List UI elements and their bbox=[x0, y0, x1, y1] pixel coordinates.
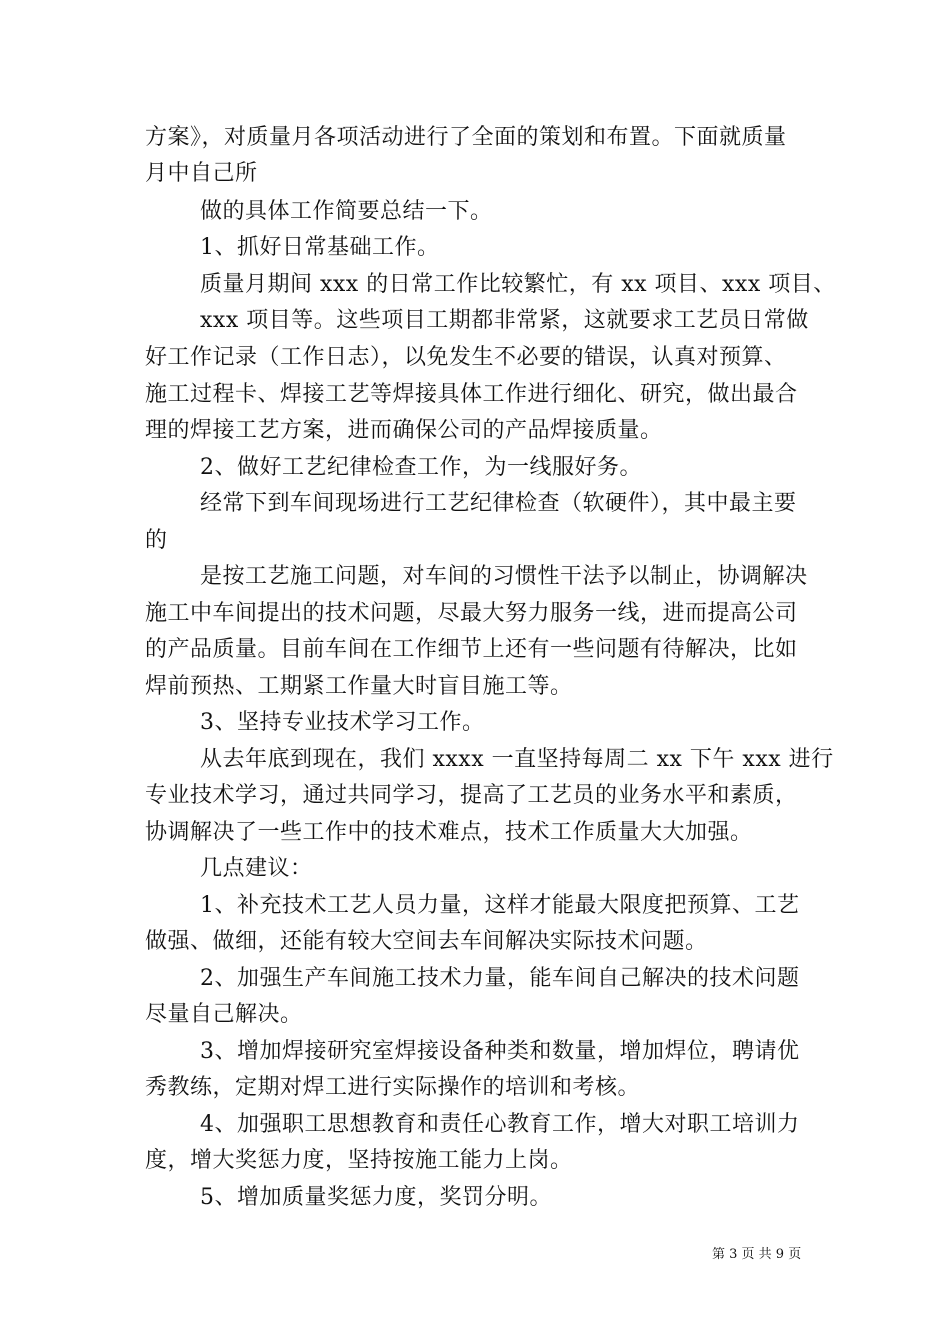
text-line: 度，增大奖惩力度，坚持按施工能力上岗。 bbox=[145, 1148, 573, 1173]
page-number: 第 3 页 共 9 页 bbox=[712, 1247, 802, 1262]
text-line: 2、加强生产车间施工技术力量，能车间自己解决的技术问题 bbox=[200, 966, 800, 991]
text-line: 方案》，对质量月各项活动进行了全面的策划和布置。下面就质量 bbox=[145, 125, 787, 150]
text-line: 好工作记录（工作日志），以免发生不必要的错误，认真对预算、 bbox=[145, 345, 787, 370]
text-line: 做的具体工作简要总结一下。 bbox=[200, 199, 493, 224]
text-line: 理的焊接工艺方案，进而确保公司的产品焊接质量。 bbox=[145, 418, 663, 443]
text-line: 施工过程卡、焊接工艺等焊接具体工作进行细化、研究，做出最合 bbox=[145, 382, 798, 407]
text-line: 焊前预热、工期紧工作量大时盲目施工等。 bbox=[145, 674, 573, 699]
text-line: 做强、做细，还能有较大空间去车间解决实际技术问题。 bbox=[145, 929, 708, 954]
text-line: 月中自己所 bbox=[145, 161, 258, 186]
text-line: 尽量自己解决。 bbox=[145, 1002, 303, 1027]
text-line: 3、增加焊接研究室焊接设备种类和数量，增加焊位，聘请优 bbox=[200, 1039, 800, 1064]
text-line: 1、补充技术工艺人员力量，这样才能最大限度把预算、工艺 bbox=[200, 893, 800, 918]
text-line: 5、增加质量奖惩力度，奖罚分明。 bbox=[200, 1185, 552, 1210]
text-line: 4、加强职工思想教育和责任心教育工作，增大对职工培训力 bbox=[200, 1112, 800, 1137]
text-line: 经常下到车间现场进行工艺纪律检查（软硬件），其中最主要 bbox=[200, 491, 797, 516]
text-line: 几点建议： bbox=[200, 856, 313, 881]
text-line: 3、坚持专业技术学习工作。 bbox=[200, 710, 485, 735]
text-line: 是按工艺施工问题，对车间的习惯性干法予以制止，协调解决 bbox=[200, 564, 808, 589]
text-line: 的 bbox=[145, 528, 168, 553]
text-line: 的产品质量。目前车间在工作细节上还有一些问题有待解决，比如 bbox=[145, 637, 798, 662]
text-line: 2、做好工艺纪律检查工作，为一线服好务。 bbox=[200, 455, 642, 480]
text-line: 协调解决了一些工作中的技术难点，技术工作质量大大加强。 bbox=[145, 820, 753, 845]
text-line: 专业技术学习，通过共同学习，提高了工艺员的业务水平和素质， bbox=[145, 783, 798, 808]
text-line: 从去年底到现在，我们 xxxx 一直坚持每周二 xx 下午 xxx 进行 bbox=[200, 747, 834, 772]
text-line: xxx 项目等。这些项目工期都非常紧，这就要求工艺员日常做 bbox=[200, 308, 809, 333]
text-line: 施工中车间提出的技术问题，尽最大努力服务一线，进而提高公司 bbox=[145, 601, 798, 626]
text-line: 质量月期间 xxx 的日常工作比较繁忙，有 xx 项目、xxx 项目、 bbox=[200, 272, 836, 297]
text-line: 1、抓好日常基础工作。 bbox=[200, 235, 440, 260]
text-line: 秀教练，定期对焊工进行实际操作的培训和考核。 bbox=[145, 1075, 641, 1100]
